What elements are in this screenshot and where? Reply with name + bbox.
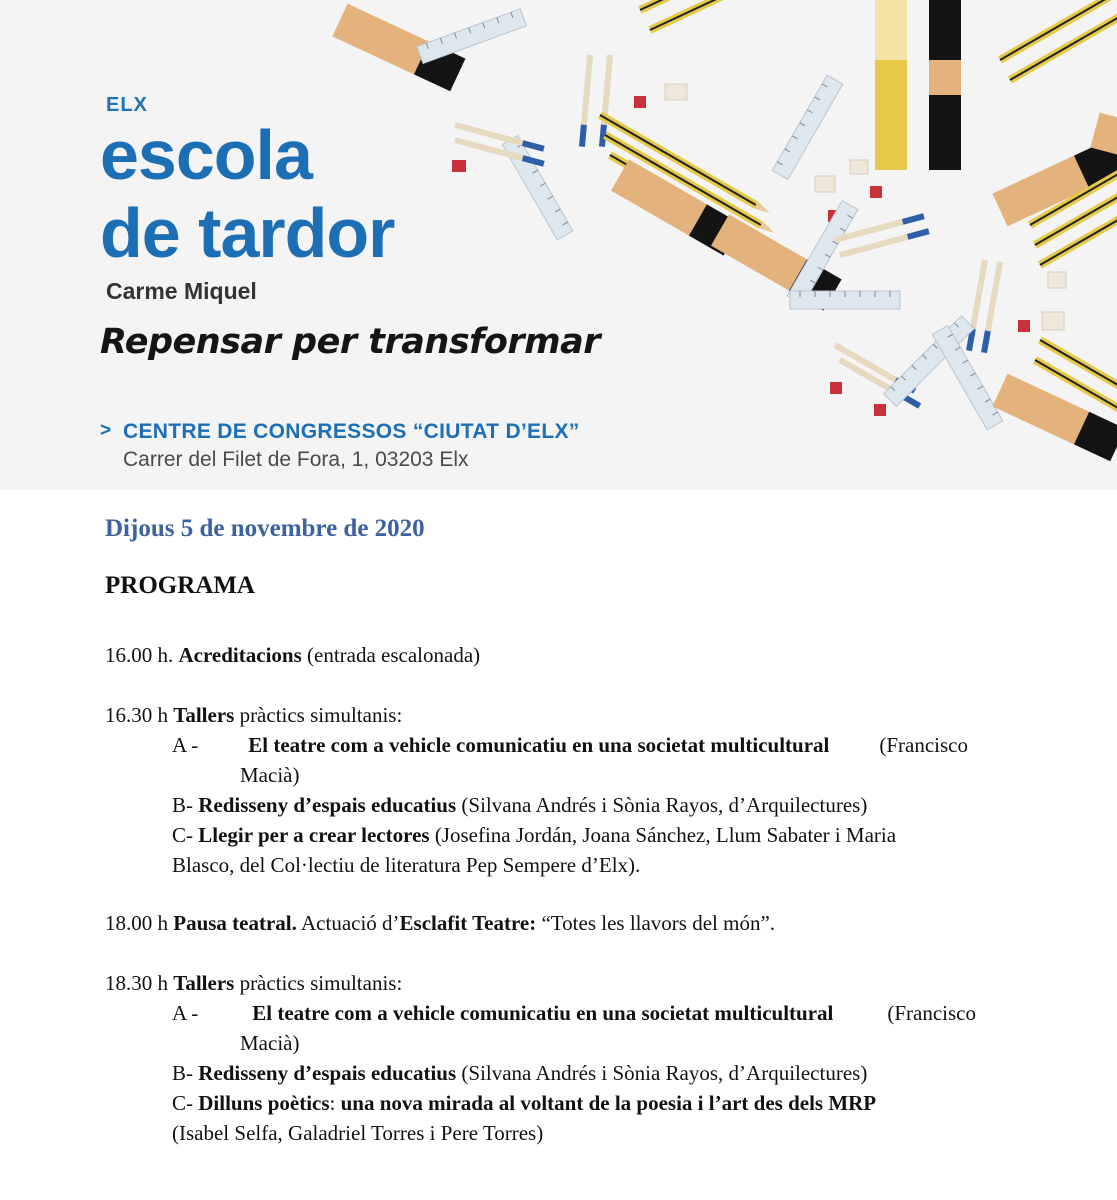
- session-time: 16.00 h.: [105, 643, 174, 667]
- workshop-author: (Silvana Andrés i Sònia Rayos, d’Arquilectures): [461, 793, 868, 817]
- event-banner: [0, 0, 1117, 490]
- session-time: 16.30 h: [105, 703, 168, 727]
- venue-address: Carrer del Filet de Fora, 1, 03203 Elx: [123, 448, 469, 471]
- program-heading: PROGRAMA: [105, 572, 255, 599]
- workshop-subtitle: una nova mirada al voltant de la poesia i l’art des dels MRP: [340, 1091, 877, 1115]
- session-title: Tallers: [173, 971, 235, 995]
- session-title: Acreditacions: [178, 643, 302, 667]
- workshop-c: [172, 1088, 876, 1118]
- workshop-author: (Silvana Andrés i Sònia Rayos, d’Arquilectures): [461, 1061, 868, 1085]
- banner-title-line2: de tardor: [100, 194, 395, 272]
- workshop-title: Redisseny d’espais educatius: [198, 1061, 457, 1085]
- session-accreditation: [105, 640, 480, 670]
- workshop-author: (Francisco: [879, 733, 968, 757]
- workshop-title: El teatre com a vehicle comunicatiu en una societat multicultural: [248, 733, 830, 757]
- workshop-a-author-cont: Macià): [240, 763, 300, 787]
- workshop-a: [172, 998, 976, 1028]
- session-title: Tallers: [173, 703, 235, 727]
- session-theatre-break: [105, 908, 775, 938]
- workshop-c-author: (Isabel Selfa, Galadriel Torres i Pere Torres): [172, 1121, 544, 1145]
- banner-title-line1: escola: [100, 116, 312, 194]
- session-desc: pràctics simultanis:: [239, 703, 403, 727]
- workshop-author: (Francisco: [887, 1001, 976, 1025]
- city-label: ELX: [106, 94, 148, 116]
- workshop-author: (Josefina Jordán, Joana Sánchez, Llum Sabater i Maria: [434, 823, 897, 847]
- session-workshops-2: [105, 968, 402, 998]
- session-desc: Actuació d’: [301, 911, 400, 935]
- workshop-label: A -: [172, 1001, 199, 1025]
- workshop-c: [172, 820, 896, 850]
- banner-subtitle: Carme Miquel: [106, 278, 257, 304]
- show-title: “Totes les llavors del món”.: [541, 911, 776, 935]
- session-time: 18.30 h: [105, 971, 168, 995]
- workshop-a: [172, 730, 968, 760]
- workshop-label: C-: [172, 1091, 193, 1115]
- session-time: 18.00 h: [105, 911, 168, 935]
- banner-slogan: Repensar per transformar: [100, 322, 601, 362]
- workshop-a-author-cont: Macià): [240, 1031, 300, 1055]
- event-date: Dijous 5 de novembre de 2020: [105, 515, 425, 542]
- workshop-title-colon: :: [329, 1091, 336, 1115]
- session-title: Pausa teatral.: [173, 911, 297, 935]
- workshop-label: B-: [172, 1061, 193, 1085]
- session-workshops-1: [105, 700, 402, 730]
- theatre-company: Esclafit Teatre:: [399, 911, 537, 935]
- session-desc: pràctics simultanis:: [239, 971, 403, 995]
- workshop-title: Dilluns poètics: [198, 1091, 330, 1115]
- workshop-label: A -: [172, 733, 199, 757]
- workshop-b: [172, 790, 867, 820]
- workshop-title: El teatre com a vehicle comunicatiu en una societat multicultural: [252, 1001, 834, 1025]
- venue-arrow-icon: >: [100, 420, 112, 441]
- workshop-title: Llegir per a crear lectores: [198, 823, 430, 847]
- workshop-label: C-: [172, 823, 193, 847]
- workshop-label: B-: [172, 793, 193, 817]
- venue-name: CENTRE DE CONGRESSOS “CIUTAT D’ELX”: [123, 420, 580, 443]
- session-note: (entrada escalonada): [307, 643, 481, 667]
- workshop-title: Redisseny d’espais educatius: [198, 793, 457, 817]
- workshop-b: [172, 1058, 867, 1088]
- workshop-c-author-cont: Blasco, del Col·lectiu de literatura Pep Sempere d’Elx).: [172, 853, 641, 877]
